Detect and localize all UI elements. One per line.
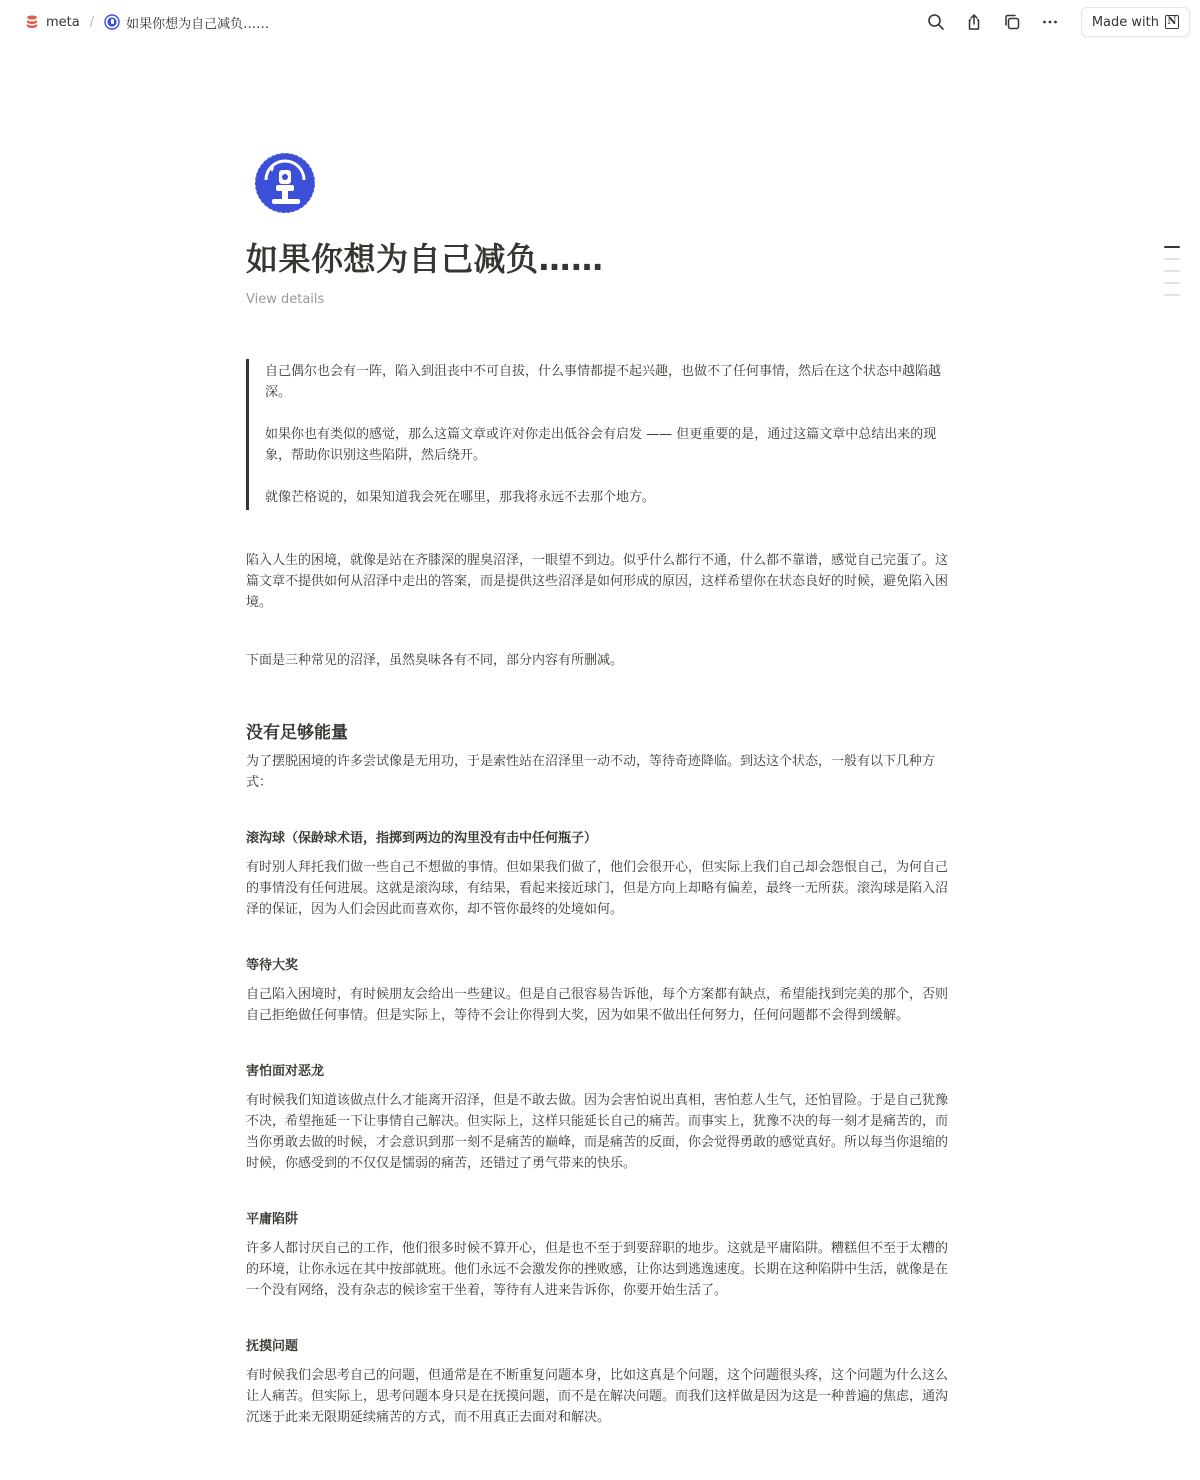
subsection-heading: 滚沟球（保龄球术语，指掷到两边的沟里没有击中任何瓶子） [246, 831, 598, 847]
subsection-heading: 抚摸问题 [246, 1339, 299, 1355]
breadcrumb-page[interactable] [100, 11, 273, 34]
quote-paragraph: 自己偶尔也会有一阵，陷入到沮丧中不可自拔，什么事情都提不起兴趣，也做不了任何事情，然后在这个状态中越陷越深。 [265, 364, 942, 401]
toc-item[interactable] [1164, 246, 1180, 248]
intro-paragraph: 下面是三种常见的沼泽，虽然臭味各有不同，部分内容有所删减。 [246, 653, 624, 669]
quote-paragraph: 就像芒格说的，如果知道我会死在哪里，那我将永远不去那个地方。 [265, 490, 656, 506]
breadcrumb-page-label: 如果你想为自己减负…… [126, 16, 270, 32]
section-heading: 没有足够能量 [246, 723, 348, 744]
more-icon [1041, 13, 1059, 31]
view-details-link[interactable]: View details [246, 292, 325, 308]
share-button[interactable] [959, 7, 989, 37]
page-content [246, 150, 950, 1428]
subsection-paragraph: 有时候我们会思考自己的问题，但通常是在不断重复问题本身，比如这真是个问题，这个问题很头疼，这个问题为什么这么让人痛苦。但实际上，思考问题本身只是在抚摸问题，而不是在解决问题。而我们这样做是因为这是一种普遍的焦虑，通沟沉迷于此来无限期延续痛苦的方式，而不用真正去面对和解决。 [246, 1368, 949, 1426]
subsection-paragraph: 许多人都讨厌自己的工作，他们很多时候不算开心，但是也不至于到要辞职的地步。这就是平庸陷阱。糟糕但不至于太糟的的环境，让你永远在其中按部就班。他们永远不会激发你的挫败感，让你达到逃逸速度。长期在这种陷阱中生活，就像是在一个没有网络，没有杂志的候诊室干坐着，等待有人进来告诉你，你要开始生活了。 [246, 1241, 949, 1299]
subsection-paragraph: 自己陷入困境时，有时候朋友会给出一些建议。但是自己很容易告诉他，每个方案都有缺点，希望能找到完美的那个，否则自己拒绝做任何事情。但是实际上，等待不会让你得到大奖，因为如果不做出任何努力，任何问题都不会得到缓解。 [246, 987, 949, 1024]
more-button[interactable] [1035, 7, 1065, 37]
breadcrumb-workspace-label: meta [46, 14, 80, 30]
robot-telescope-page-icon [252, 150, 318, 216]
page-title: 如果你想为自己减负…… [246, 240, 604, 278]
toc-item[interactable] [1164, 270, 1180, 272]
duplicate-button[interactable] [997, 7, 1027, 37]
section-paragraph: 为了摆脱困境的许多尝试像是无用功，于是索性站在沼泽里一动不动，等待奇迹降临。到达这个状态，一般有以下几种方式： [246, 754, 936, 791]
topbar-actions [921, 7, 1190, 37]
subsection-heading: 平庸陷阱 [246, 1212, 299, 1228]
search-button[interactable] [921, 7, 951, 37]
duplicate-icon [1003, 13, 1021, 31]
share-icon [965, 13, 983, 31]
breadcrumb-workspace[interactable] [20, 12, 84, 32]
subsection-paragraph: 有时候我们知道该做点什么才能离开沼泽，但是不敢去做。因为会害怕说出真相，害怕惹人生气，还怕冒险。于是自己犹豫不决，希望拖延一下让事情自己解决。但实际上，这样只能延长自己的痛苦。而事实上，犹豫不决的每一刻才是痛苦的，而当你勇敢去做的时候，才会意识到那一刻不是痛苦的巅峰，而是痛苦的反面，你会觉得勇敢的感觉真好。所以每当你退缩的时候，你感受到的不仅仅是懦弱的痛苦，还错过了勇气带来的快乐。 [246, 1093, 949, 1172]
intro-quote [246, 359, 950, 510]
breadcrumb [20, 11, 273, 34]
intro-paragraph: 陷入人生的困境，就像是站在齐膝深的腥臭沼泽，一眼望不到边。似乎什么都行不通，什么都不靠谱，感觉自己完蛋了。这篇文章不提供如何从沼泽中走出的答案，而是提供这些沼泽是如何形成的原因，这样希望你在状态良好的时候，避免陷入困境。 [246, 553, 949, 611]
toc-item[interactable] [1164, 294, 1180, 296]
made-with-notion-button[interactable] [1081, 7, 1190, 37]
page-icon-small [104, 14, 120, 30]
toc-item[interactable] [1164, 282, 1180, 284]
toc-item[interactable] [1164, 258, 1180, 260]
subsection-heading: 害怕面对恶龙 [246, 1064, 325, 1080]
breadcrumb-separator: / [89, 14, 95, 30]
top-bar [0, 0, 1200, 44]
quote-paragraph: 如果你也有类似的感觉，那么这篇文章或许对你走出低谷会有启发 —— 但更重要的是，通过这篇文章中总结出来的现象，帮助你识别这些陷阱，然后绕开。 [265, 427, 937, 464]
search-icon [927, 13, 945, 31]
table-of-contents[interactable] [1164, 246, 1180, 296]
notion-logo-icon: N [1165, 15, 1179, 29]
subsection-paragraph: 有时别人拜托我们做一些自己不想做的事情。但如果我们做了，他们会很开心，但实际上我们自己却会怨恨自己，为何自己的事情没有任何进展。这就是滚沟球，有结果，看起来接近球门，但是方向上却略有偏差，最终一无所获。滚沟球是陷入沼泽的保证，因为人们会因此而喜欢你，却不管你最终的处境如何。 [246, 860, 949, 918]
database-icon [24, 14, 40, 30]
made-with-label: Made with [1091, 14, 1159, 30]
subsection-heading: 等待大奖 [246, 958, 299, 974]
